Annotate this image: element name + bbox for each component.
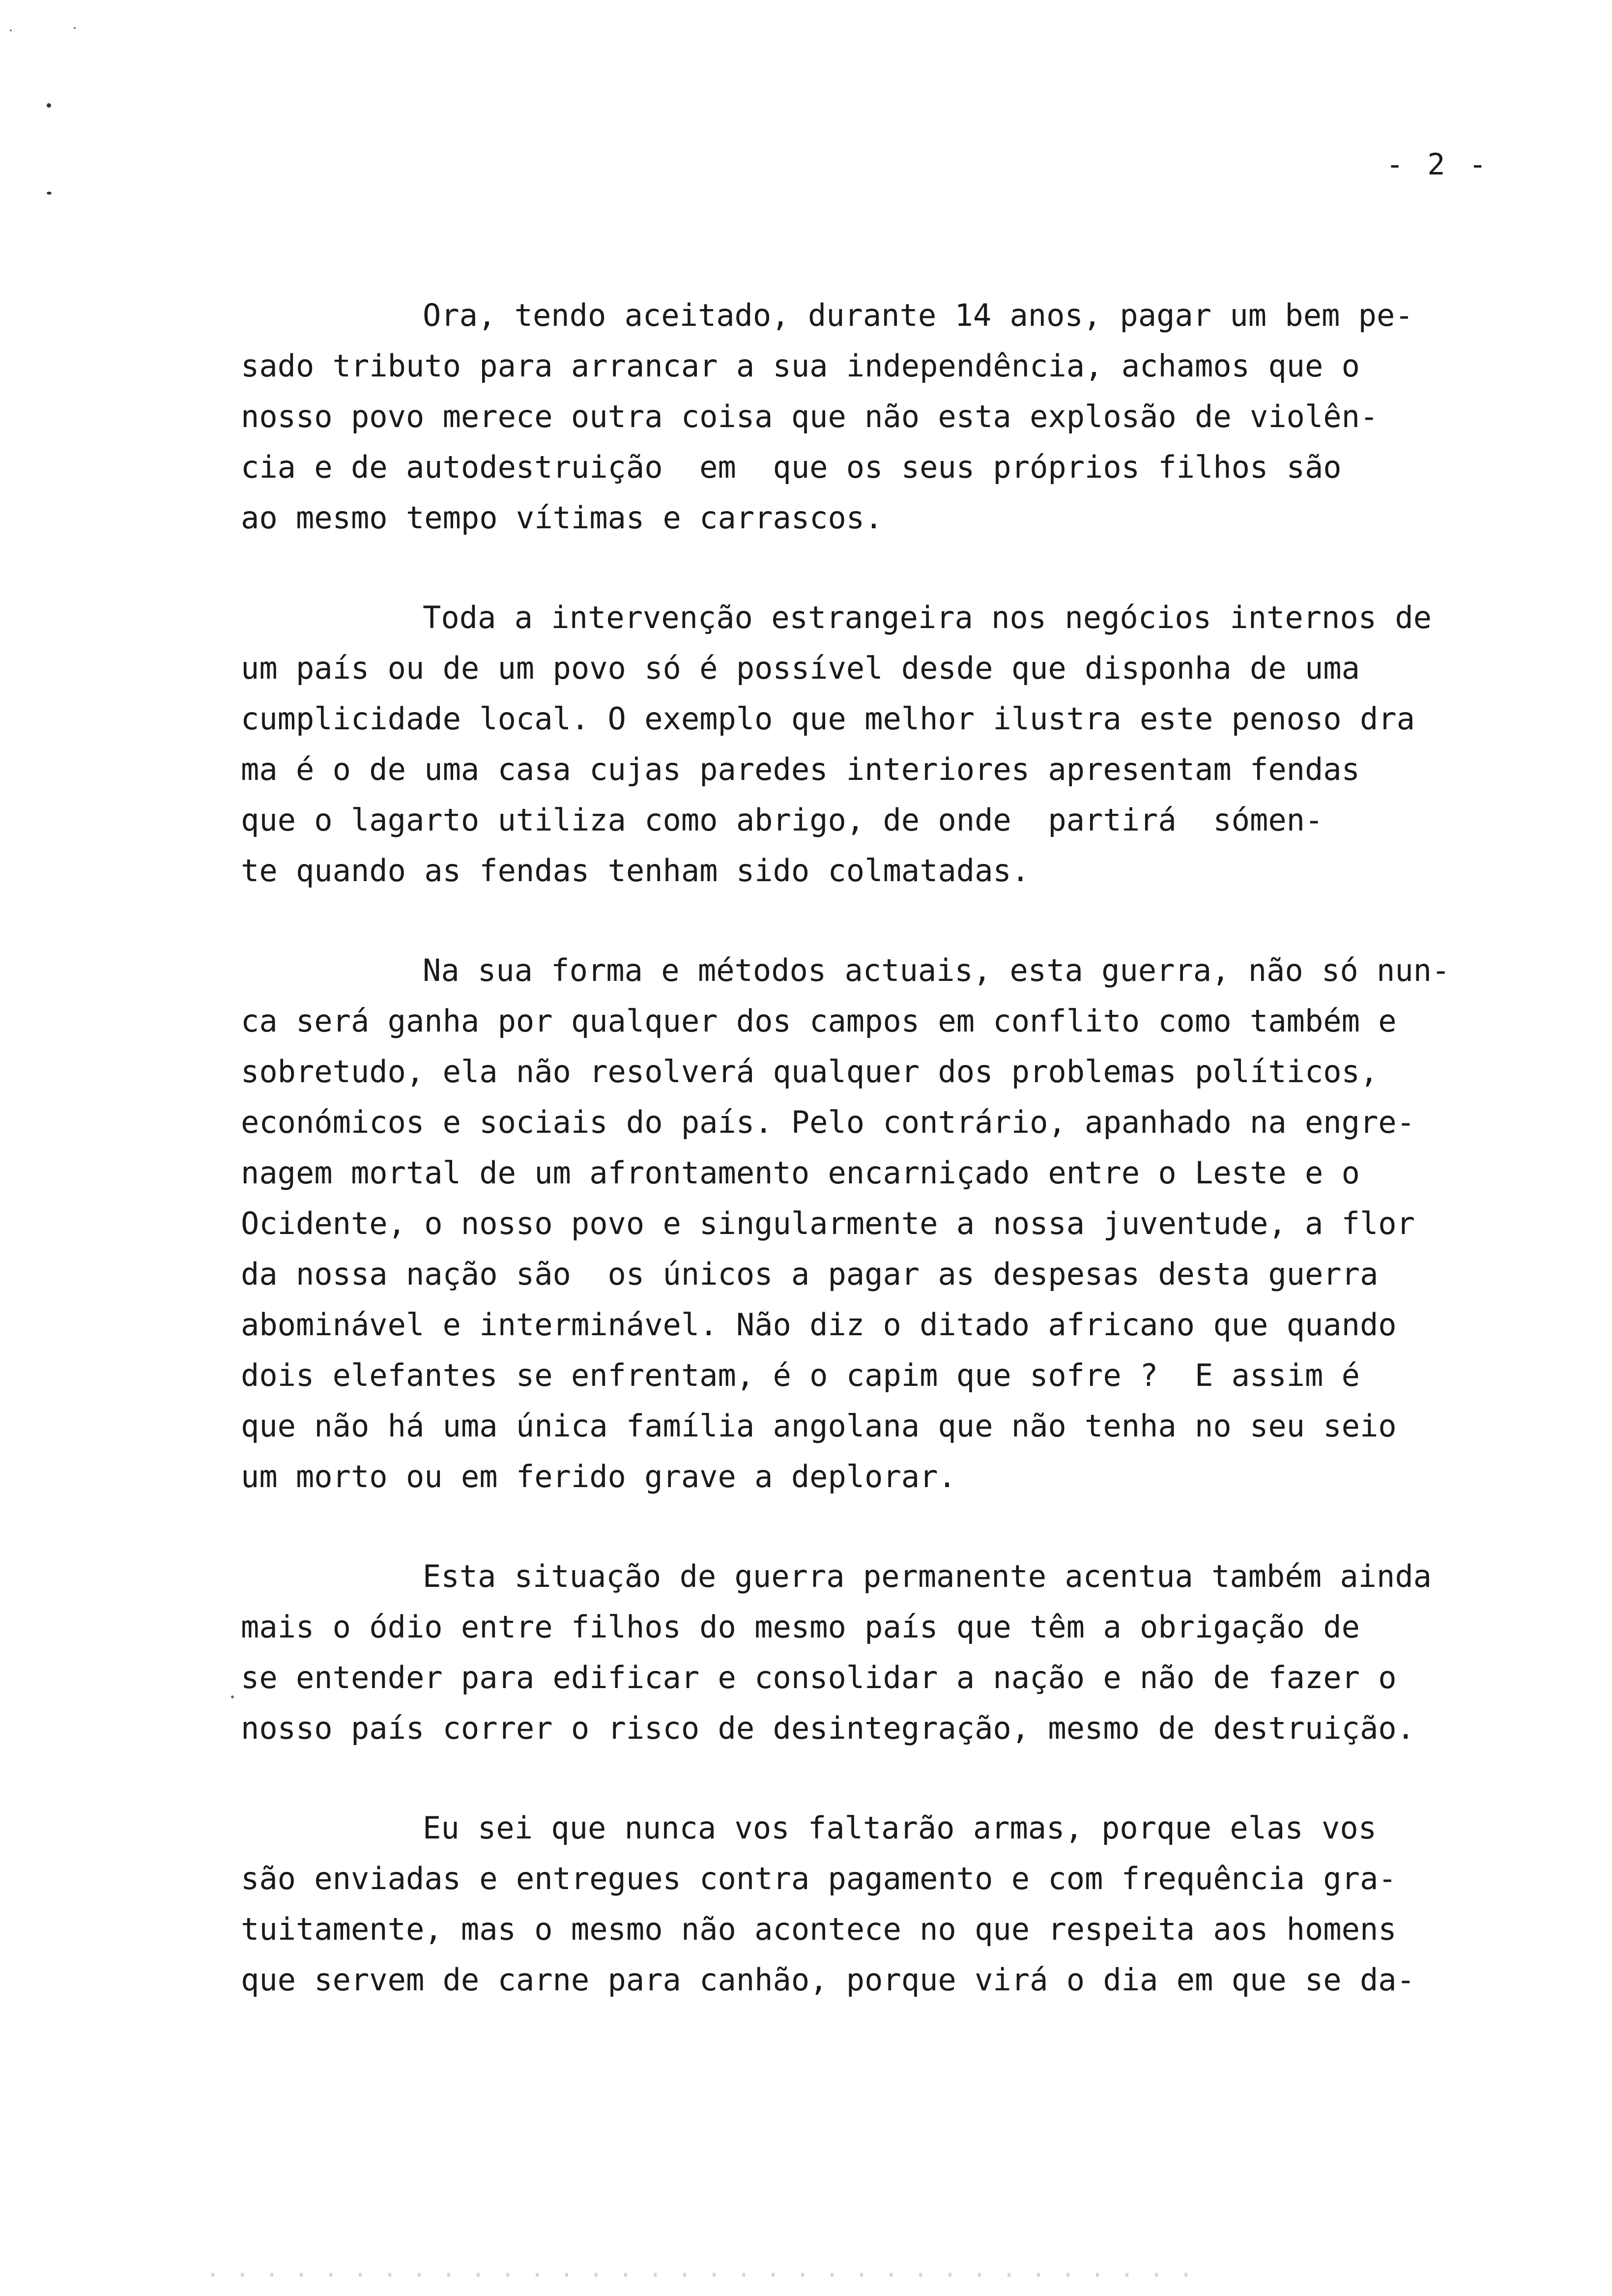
paragraph-4 [241, 1551, 1538, 1753]
text-line: te quando as fendas tenham sido colmatadas. [241, 853, 1030, 889]
text-line: da nossa nação são os únicos a pagar as despesas desta guerra [241, 1256, 1379, 1292]
text-line: económicos e sociais do país. Pelo contrário, apanhado na engre- [241, 1104, 1415, 1140]
page-number: - 2 - [1386, 147, 1490, 182]
paragraph-1 [241, 290, 1538, 543]
text-line: que o lagarto utiliza como abrigo, de onde partirá sómen- [241, 802, 1324, 838]
scan-speck [74, 27, 76, 29]
text-line: cumplicidade local. O exemplo que melhor ilustra este penoso dra [241, 701, 1415, 737]
text-line: sobretudo, ela não resolverá qualquer dos problemas políticos, [241, 1054, 1379, 1090]
paragraph-3 [241, 945, 1538, 1502]
text-line: se entender para edificar e consolidar a nação e não de fazer o [241, 1660, 1397, 1695]
paragraph-5 [241, 1803, 1538, 2005]
text-line: ca será ganha por qualquer dos campos em conflito como também e [241, 1003, 1397, 1039]
text-line: tuitamente, mas o mesmo não acontece no que respeita aos homens [241, 1911, 1397, 1947]
text-line: ao mesmo tempo vítimas e carrascos. [241, 500, 883, 536]
text-line: nosso país correr o risco de desintegração, mesmo de destruição. [241, 1710, 1415, 1746]
text-line: ma é o de uma casa cujas paredes interiores apresentam fendas [241, 751, 1360, 787]
text-line: são enviadas e entregues contra pagamento e com frequência gra- [241, 1861, 1397, 1896]
text-line: nagem mortal de um afrontamento encarniçado entre o Leste e o [241, 1155, 1360, 1191]
text-line: nosso povo merece outra coisa que não esta explosão de violên- [241, 399, 1379, 434]
text-line: cia e de autodestruição em que os seus próprios filhos são [241, 449, 1342, 485]
scan-speck [47, 192, 52, 195]
text-line: um morto ou em ferido grave a deplorar. [241, 1459, 956, 1494]
text-line: um país ou de um povo só é possível desde que disponha de uma [241, 650, 1360, 686]
text-line: Eu sei que nunca vos faltarão armas, porque elas vos [423, 1810, 1377, 1846]
text-line: Esta situação de guerra permanente acentua também ainda [423, 1558, 1432, 1594]
scan-noise-strip [211, 2273, 1194, 2277]
scan-speck [10, 29, 12, 31]
text-line: Na sua forma e métodos actuais, esta guerra, não só nun- [423, 952, 1450, 988]
text-line: que servem de carne para canhão, porque virá o dia em que se da- [241, 1962, 1415, 1998]
text-line: mais o ódio entre filhos do mesmo país que têm a obrigação de [241, 1609, 1360, 1645]
text-line: sado tributo para arrancar a sua independência, achamos que o [241, 348, 1360, 384]
text-line: abominável e interminável. Não diz o ditado africano que quando [241, 1307, 1397, 1343]
scan-speck [47, 103, 51, 108]
document-body [241, 290, 1538, 2054]
text-line: dois elefantes se enfrentam, é o capim que sofre ? E assim é [241, 1357, 1360, 1393]
text-line: Ora, tendo aceitado, durante 14 anos, pagar um bem pe- [423, 297, 1413, 333]
paragraph-2 [241, 592, 1538, 896]
scan-speck [231, 1695, 234, 1698]
text-line: Toda a intervenção estrangeira nos negócios internos de [423, 600, 1432, 635]
text-line: que não há uma única família angolana que não tenha no seu seio [241, 1408, 1397, 1444]
text-line: Ocidente, o nosso povo e singularmente a nossa juventude, a flor [241, 1205, 1415, 1241]
